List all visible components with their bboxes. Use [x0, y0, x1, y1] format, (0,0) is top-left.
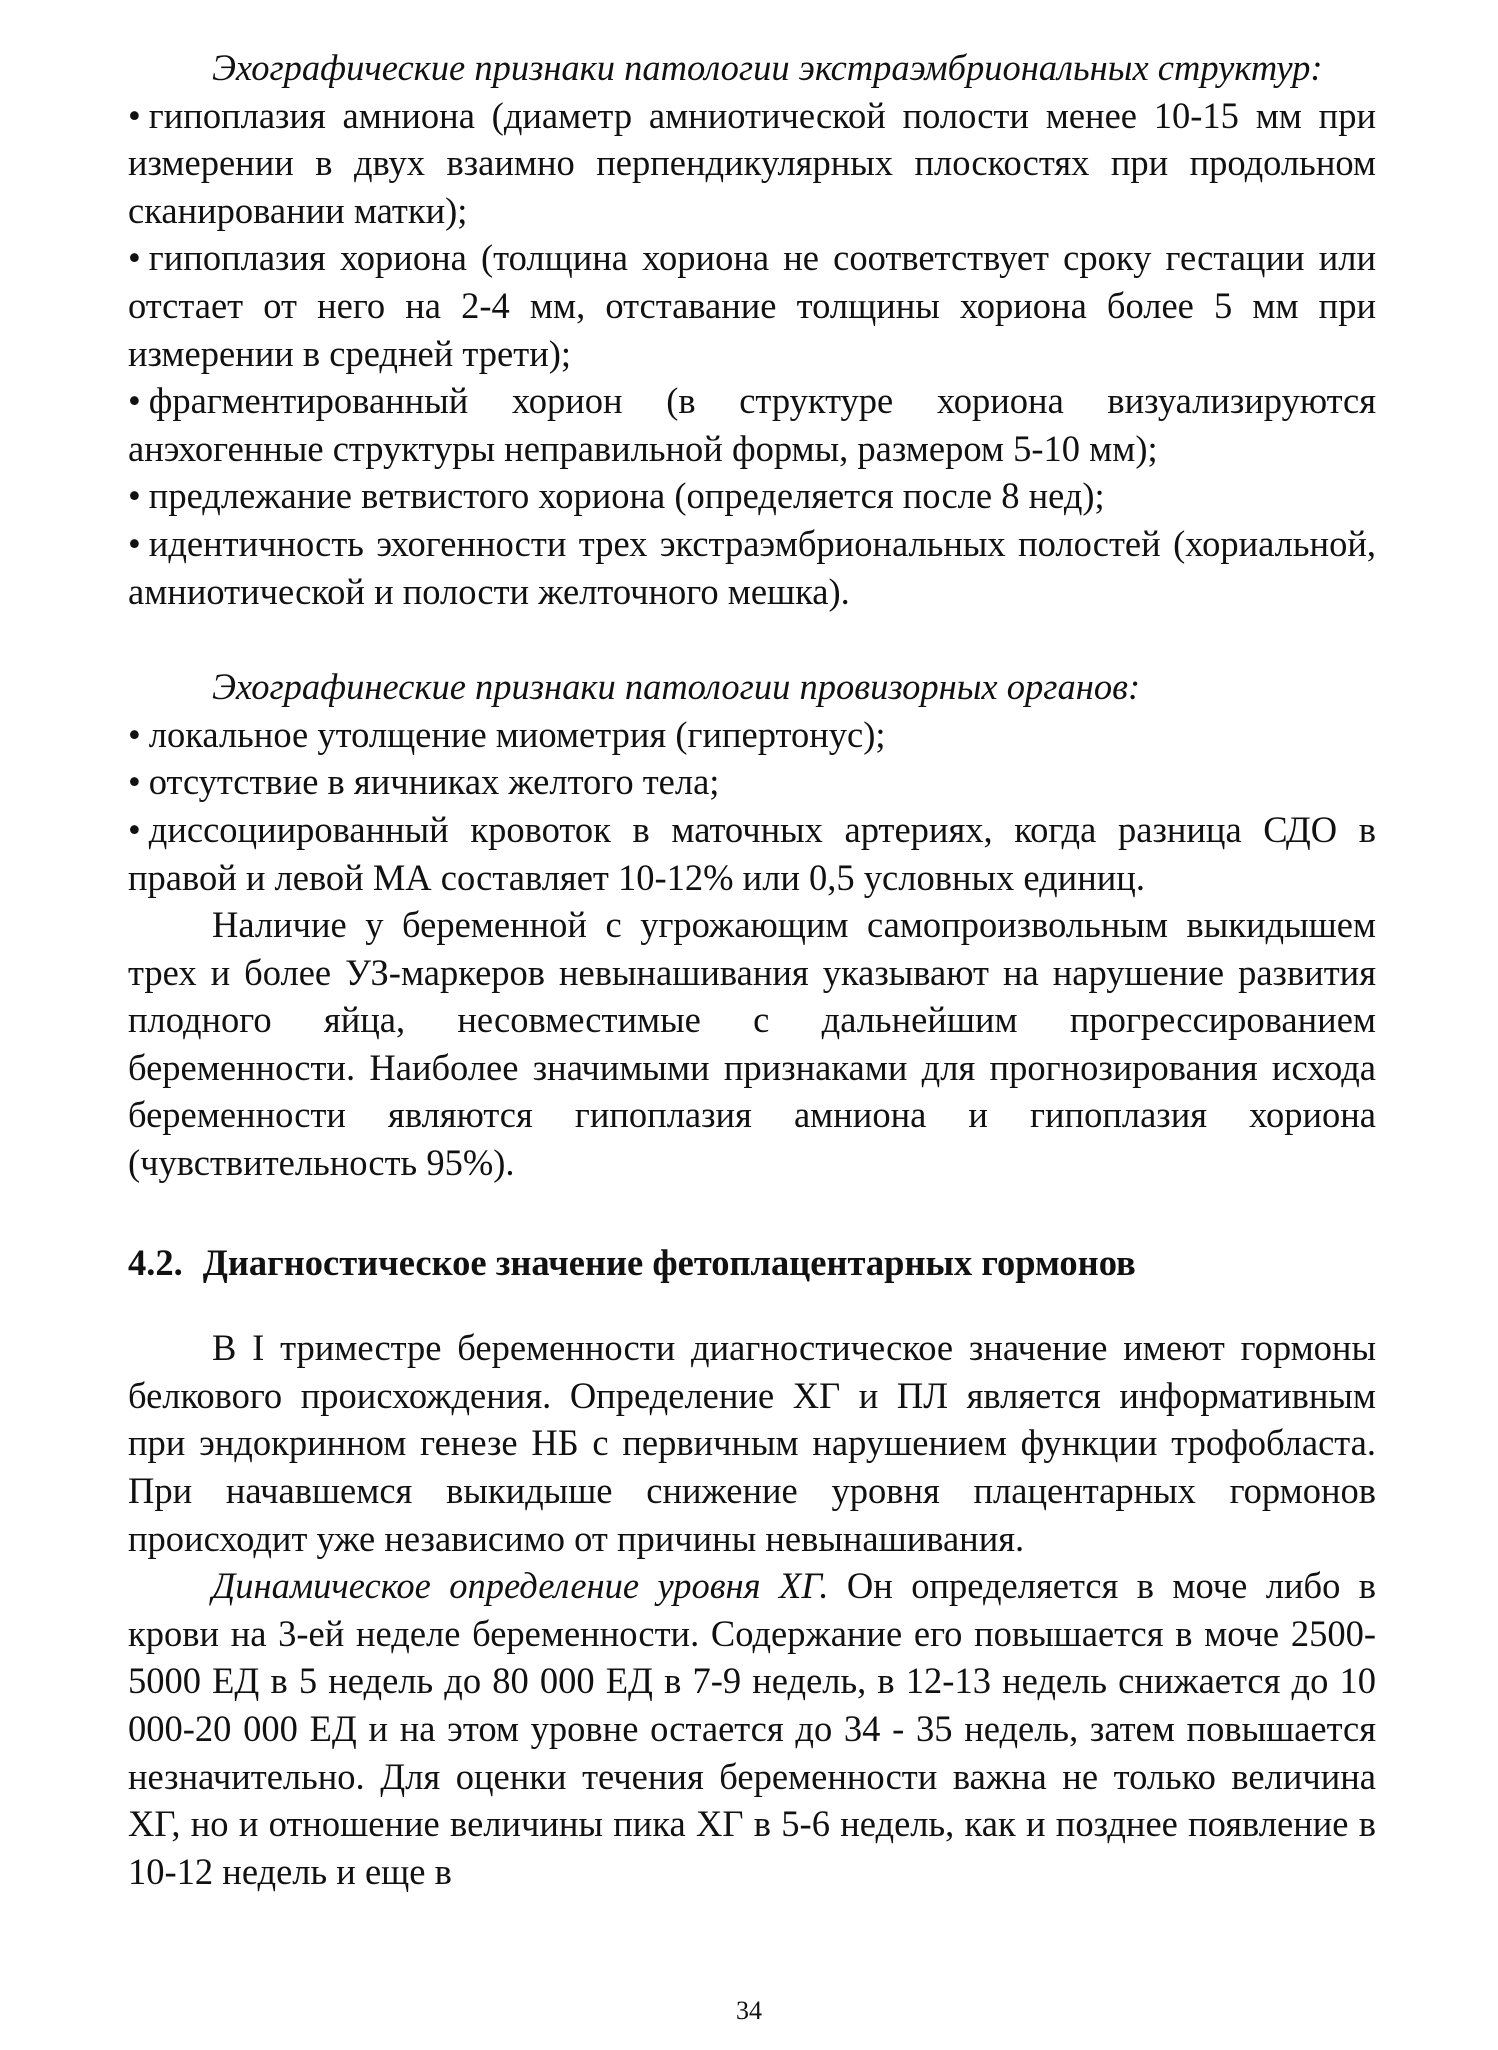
- section-number: 4.2.: [128, 1241, 183, 1283]
- list-item-text: гипоплазия хориона (толщина хориона не соответствует сроку гестации или отстает от него на 2-4 мм, отставание толщины хориона более 5 мм при измерении в средней трети);: [128, 237, 1376, 374]
- bullet-icon: •: [128, 808, 141, 850]
- list-item: [128, 806, 1376, 901]
- body-paragraph: В I триместре беременности диагностическое значение имеют гормоны белкового происхождения. Определение ХГ и ПЛ является информативным при эндокринном генезе НБ с первичным нарушением функции трофобласта. При начавшемся выкидыше снижение уровня плацентарных гормонов происходит уже независимо от причины невынашивания.: [128, 1327, 1376, 1559]
- provisional-organs-heading: Эхографинеские признаки патологии провизорных органов:: [212, 666, 1141, 708]
- paragraph-text: Он определяется в моче либо в крови на 3-ей неделе беременности. Содержание его повышается в моче 2500-5000 ЕД в 5 недель до 80 000 ЕД в 7-9 недель, в 12-13 недель снижается до 10 000-20 000 ЕД и на этом уровне остается до 34 - 35 недель, затем повышается незначительно. Для оценки течения беременности важна не только величина ХГ, но и отношение величины пика ХГ в 5-6 недель, как и позднее появление в 10-12 недель и еще в: [128, 1565, 1376, 1892]
- bullet-icon: •: [128, 94, 141, 136]
- bullet-icon: •: [128, 237, 141, 279]
- list-item: [128, 758, 1376, 806]
- section-heading: [128, 1239, 1376, 1287]
- list-item-text: предлежание ветвистого хориона (определяется после 8 нед);: [148, 475, 1105, 517]
- paragraph-lead: Динамическое определение уровня ХГ.: [212, 1565, 829, 1607]
- spacer: [128, 615, 1376, 663]
- body-paragraph: [128, 1562, 1376, 1895]
- spacer: [128, 1187, 1376, 1239]
- body-paragraph: Наличие у беременной с угрожающим самопроизвольным выкидышем трех и более УЗ-маркеров невынашивания указывают на нарушение развития плодного яйца, несовместимые с дальнейшим прогрессированием беременности. Наиболее значимыми признаками для прогнозирования исхода беременности являются гипоплазия амниона и гипоплазия хориона (чувствительность 95%).: [128, 904, 1376, 1184]
- bullet-icon: •: [128, 380, 141, 422]
- spacer: [128, 1286, 1376, 1324]
- bullet-icon: •: [128, 761, 141, 803]
- list-item-text: диссоциированный кровоток в маточных артериях, когда разница СДО в правой и левой МА составляет 10-12% или 0,5 условных единиц.: [128, 808, 1376, 898]
- list-item: [128, 377, 1376, 472]
- extraembryonic-signs-heading: Эхографические признаки патологии экстраэмбриональных структур:: [212, 47, 1323, 88]
- list-item: [128, 234, 1376, 377]
- bullet-icon: •: [128, 475, 141, 517]
- list-item-text: гипоплазия амниона (диаметр амниотической полости менее 10-15 мм при измерении в двух взаимно перпендикулярных плоскостях при продольном сканировании матки);: [128, 94, 1376, 231]
- section-title: Диагностическое значение фетоплацентарных гормонов: [202, 1241, 1136, 1283]
- page-number: 34: [736, 1996, 762, 2025]
- list-item-text: локальное утолщение миометрия (гипертонус);: [148, 713, 886, 755]
- bullet-icon: •: [128, 713, 141, 755]
- document-page: [128, 44, 1376, 1895]
- bullet-icon: •: [128, 522, 141, 564]
- list-item-text: фрагментированный хорион (в структуре хориона визуализируются анэхогенные структуры неправильной формы, размером 5-10 мм);: [128, 380, 1376, 469]
- list-item-text: идентичность эхогенности трех экстраэмбриональных полостей (хориальной, амниотической и полости желточного мешка).: [128, 522, 1376, 612]
- list-item: [128, 711, 1376, 759]
- list-item: [128, 520, 1376, 615]
- list-item-text: отсутствие в яичниках желтого тела;: [148, 761, 720, 803]
- list-item: [128, 92, 1376, 235]
- list-item: [128, 472, 1376, 520]
